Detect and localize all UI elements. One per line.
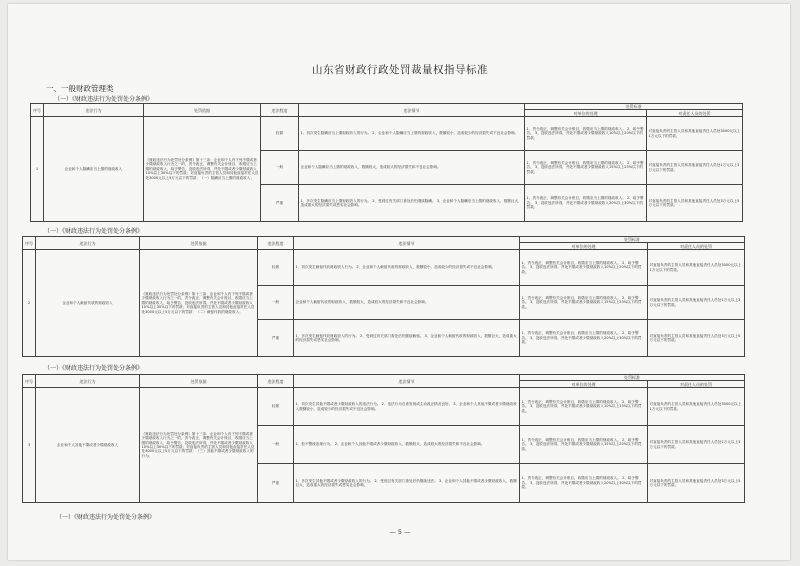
- violation-cell: 企业和个人隐瞒应当上缴的财政收入: [44, 117, 144, 222]
- degree-cell: 一般: [258, 286, 294, 320]
- circumstance-cell: 企业和个人截留代收的财政收入，数额较大，造成较大的经济损失和不良社会影响。: [294, 286, 520, 320]
- unit-penalty-cell: 1、责令改正，调整有关会计账目，收缴应当上缴的财政收入。 2、给予警告。 3、没收违法所得，并处不缴或者少缴财政收入15%以上25%以下的罚款。: [525, 151, 647, 185]
- header-basis: 处罚依据: [140, 237, 258, 250]
- header-seq: 序号: [23, 237, 36, 250]
- circumstance-cell: 1、拒不整改违规行为。 2、企业和个人其他不缴或者少缴财政收入，数额较大，造成较大的经济损失和不良社会影响。: [294, 426, 520, 464]
- unit-penalty-cell: 1、责令改正，调整有关会计账目，收缴应当上缴的财政收入。 2、给予警告。 3、没收违法所得，并处不缴或者少缴财政收入15%以上25%以下的罚款。: [520, 286, 648, 320]
- unit-penalty-cell: 1、责令改正，调整有关会计账目，收缴应当上缴的财政收入。 2、给予警告。 3、没收违法所得，并处不缴或者少缴财政收入15%以上20%以下的罚款。: [520, 426, 648, 464]
- person-penalty-cell: 对直接负责的主管人员和其他直接责任人员处3000元以上1万元以下的罚款。: [648, 250, 745, 286]
- block-2-subheading: （一）《财政违法行为处罚处分条例》: [44, 228, 144, 235]
- degree-cell: 轻微: [258, 388, 294, 426]
- header-degree: 违法程度: [258, 237, 294, 250]
- person-penalty-cell: 对直接负责的主管人员和其他直接责任人员处1万元以上3万元以下的罚款。: [648, 426, 745, 464]
- degree-cell: 一般: [258, 426, 294, 464]
- header-circumstance: 违法情节: [294, 375, 520, 388]
- degree-cell: 严重: [261, 185, 299, 222]
- header-circumstance: 违法情节: [294, 237, 520, 250]
- block-3-subheading: （一）《财政违法行为处罚处分条例》: [44, 365, 144, 372]
- header-basis: 处罚依据: [140, 375, 258, 388]
- header-unit: 对单位的处理: [520, 243, 648, 250]
- block-1-subheading: （一）《财政违法行为处罚处分条例》: [54, 96, 154, 103]
- degree-cell: 一般: [261, 151, 299, 185]
- person-penalty-cell: 对直接负责的主管人员和其他直接责任人员处3万元以上5万元以下的罚款。: [647, 185, 743, 222]
- header-violation: 违法行为: [36, 375, 140, 388]
- block-4-subheading: （一）《财政违法行为处罚处分条例》: [56, 514, 156, 521]
- unit-penalty-cell: 1、责令改正，调整有关会计账目，收缴应当上缴的财政收入。 2、给予警告。 3、没收违法所得，并处不缴或者少缴财政收入20%以上30%以下的罚款。: [525, 185, 647, 222]
- penalty-table-1: [30, 103, 743, 222]
- unit-penalty-cell: 1、责令改正，调整有关会计账目，收缴应当上缴的财政收入。 2、给予警告。 3、没收违法所得，并处不缴或者少缴财政收入10%以上20%以下的罚款。: [520, 250, 648, 286]
- circumstance-cell: 1、多次发生其他不缴或者少缴财政收入的行为。 2、受到过有关部门查处后仍继续违法。 3、企业和个人其他不缴或者少缴财政收入，数额巨大，造成重大的经济损失或恶劣社会影响。: [294, 464, 520, 503]
- document-title: 山东省财政行政处罚裁量权指导标准: [312, 64, 488, 76]
- person-penalty-cell: 对直接负责的主管人员和其他直接责任人员处1万元以上3万元以下的罚款。: [647, 151, 743, 185]
- basis-cell: 《财政违法行为处罚处分条例》第十三条：企业和个人有下列不缴或者少缴财政收入行为之一的，责令改正，调整有关会计账目，收缴应当上缴的财政收入，给予警告，没收违法所得，并处不缴或者少缴财政收入10%以上30%以下的罚款；对直接负责的主管人员和其他直接责任人员处3000元以上5万元以下的罚款：（一）隐瞒应当上缴的财政收入；: [144, 117, 261, 222]
- seq-cell: 3: [23, 388, 36, 503]
- header-seq: 序号: [23, 375, 36, 388]
- header-unit: 对单位的处理: [525, 110, 647, 117]
- circumstance-cell: 1、初次发生隐瞒应当上缴财政收入的行为。 2、企业和个人隐瞒应当上缴的财政收入，数额较小，造成较少的经济损失或不良社会影响。: [299, 117, 525, 151]
- section-heading: 一、一般财政管理类: [46, 84, 114, 93]
- header-standard: 处罚标准: [520, 375, 745, 381]
- header-person: 对责任人员的处罚: [648, 243, 745, 250]
- header-basis: 处罚依据: [144, 104, 261, 117]
- header-standard: 处罚标准: [525, 104, 743, 110]
- circumstance-cell: 1、多次发生隐瞒应当上缴财政收入的行为。 2、受到过有关部门查处后仍继续隐瞒。 3、企业和个人隐瞒应当上缴的财政收入，数额巨大，造成重大的经济损失或恶劣社会影响。: [299, 185, 525, 222]
- circumstance-cell: 企业和个人隐瞒应当上缴的财政收入，数额较大，造成较大的经济损失和不良社会影响。: [299, 151, 525, 185]
- basis-cell: 《财政违法行为处罚处分条例》第十三条：企业和个人有下列不缴或者少缴财政收入行为之一的，责令改正，调整有关会计账目，收缴应当上缴的财政收入，给予警告，没收违法所得，并处不缴或者少缴财政收入10%以上30%以下的罚款；对直接负责的主管人员和其他直接责任人员处3000元以上5万元以下的罚款：（二）截留代收的财政收入；: [140, 250, 258, 357]
- seq-cell: 2: [23, 250, 36, 357]
- page-number: — 5 —: [389, 528, 411, 536]
- violation-cell: 企业和个人截留代收的财政收入: [36, 250, 140, 357]
- degree-cell: 严重: [258, 320, 294, 357]
- header-violation: 违法行为: [44, 104, 144, 117]
- header-violation: 违法行为: [36, 237, 140, 250]
- basis-cell: 《财政违法行为处罚处分条例》第十三条：企业和个人有下列不缴或者少缴财政收入行为之一的，责令改正，调整有关会计账目，收缴应当上缴的财政收入，给予警告，没收违法所得，并处不缴或者少缴财政收入10%以上30%以下的罚款；对直接负责的主管人员和其他直接责任人员处3000元以上5万元以下的罚款：（三）其他不缴或者少缴财政收入的行为。: [140, 388, 258, 503]
- header-person: 对责任人员的处罚: [647, 110, 743, 117]
- header-person: 对责任人员的处罚: [648, 381, 745, 388]
- person-penalty-cell: 对直接负责的主管人员和其他直接责任人员处3000元以上1万元以下的罚款。: [647, 117, 743, 151]
- degree-cell: 轻微: [261, 117, 299, 151]
- header-standard: 处罚标准: [520, 237, 745, 243]
- person-penalty-cell: 对直接负责的主管人员和其他直接责任人员处1万元以上3万元以下的罚款。: [648, 286, 745, 320]
- person-penalty-cell: 对直接负责的主管人员和其他直接责任人员处3万元以上5万元以下的罚款。: [648, 320, 745, 357]
- header-seq: 序号: [31, 104, 44, 117]
- header-circumstance: 违法情节: [299, 104, 525, 117]
- unit-penalty-cell: 1、责令改正，调整有关会计账目，收缴应当上缴的财政收入。 2、给予警告。 3、没收违法所得，并处不缴或者少缴财政收入20%以上30%以下的罚款。: [520, 320, 648, 357]
- header-unit: 对单位的处理: [520, 381, 648, 388]
- circumstance-cell: 1、初次发生截留代收财政收入行为。 2、企业和个人截留代收的财政收入，数额较小，造成较少的经济损失或不良社会影响。: [294, 250, 520, 286]
- unit-penalty-cell: 1、责令改正，调整有关会计账目，收缴应当上缴的财政收入。 2、给予警告。 3、没收违法所得，并处不缴或者少缴财政收入20%以上30%以下的罚款。: [520, 464, 648, 503]
- circumstance-cell: 1、多次发生截留代收财政收入的行为。 2、受到过有关部门查处后仍继续截留。 3、企业和个人截留代收的财政收入，数额巨大，造成重大的经济损失或恶劣社会影响。: [294, 320, 520, 357]
- penalty-table-3: [22, 374, 745, 503]
- penalty-table-2: [22, 236, 745, 357]
- unit-penalty-cell: 1、责令改正，调整有关会计账目，收缴应当上缴的财政收入。 2、给予警告。 3、没收违法所得，并处不缴或者少缴财政收入10%以上15%以下的罚款。: [520, 388, 648, 426]
- person-penalty-cell: 对直接负责的主管人员和其他直接责任人员处3万元以上5万元以下的罚款。: [648, 464, 745, 503]
- header-degree: 违法程度: [261, 104, 299, 117]
- header-degree: 违法程度: [258, 375, 294, 388]
- violation-cell: 企业和个人其他不缴或者少缴财政收入: [36, 388, 140, 503]
- seq-cell: 1: [31, 117, 44, 222]
- degree-cell: 轻微: [258, 250, 294, 286]
- unit-penalty-cell: 1、责令改正，调整有关会计账目，收缴应当上缴的财政收入。 2、给予警告。 3、没收违法所得，并处不缴或者少缴财政收入10%以上20%以下的罚款。: [525, 117, 647, 151]
- circumstance-cell: 1、初次发生其他不缴或者少缴财政收入的违法行为。 2、违法行为自查发现或主动改正情况良好。 3、企业和个人其他不缴或者少缴财政收入数额较小，造成较少的经济损失或不良社会影响。: [294, 388, 520, 426]
- person-penalty-cell: 对直接负责的主管人员和其他直接责任人员处3000元以上1万元以下的罚款。: [648, 388, 745, 426]
- degree-cell: 严重: [258, 464, 294, 503]
